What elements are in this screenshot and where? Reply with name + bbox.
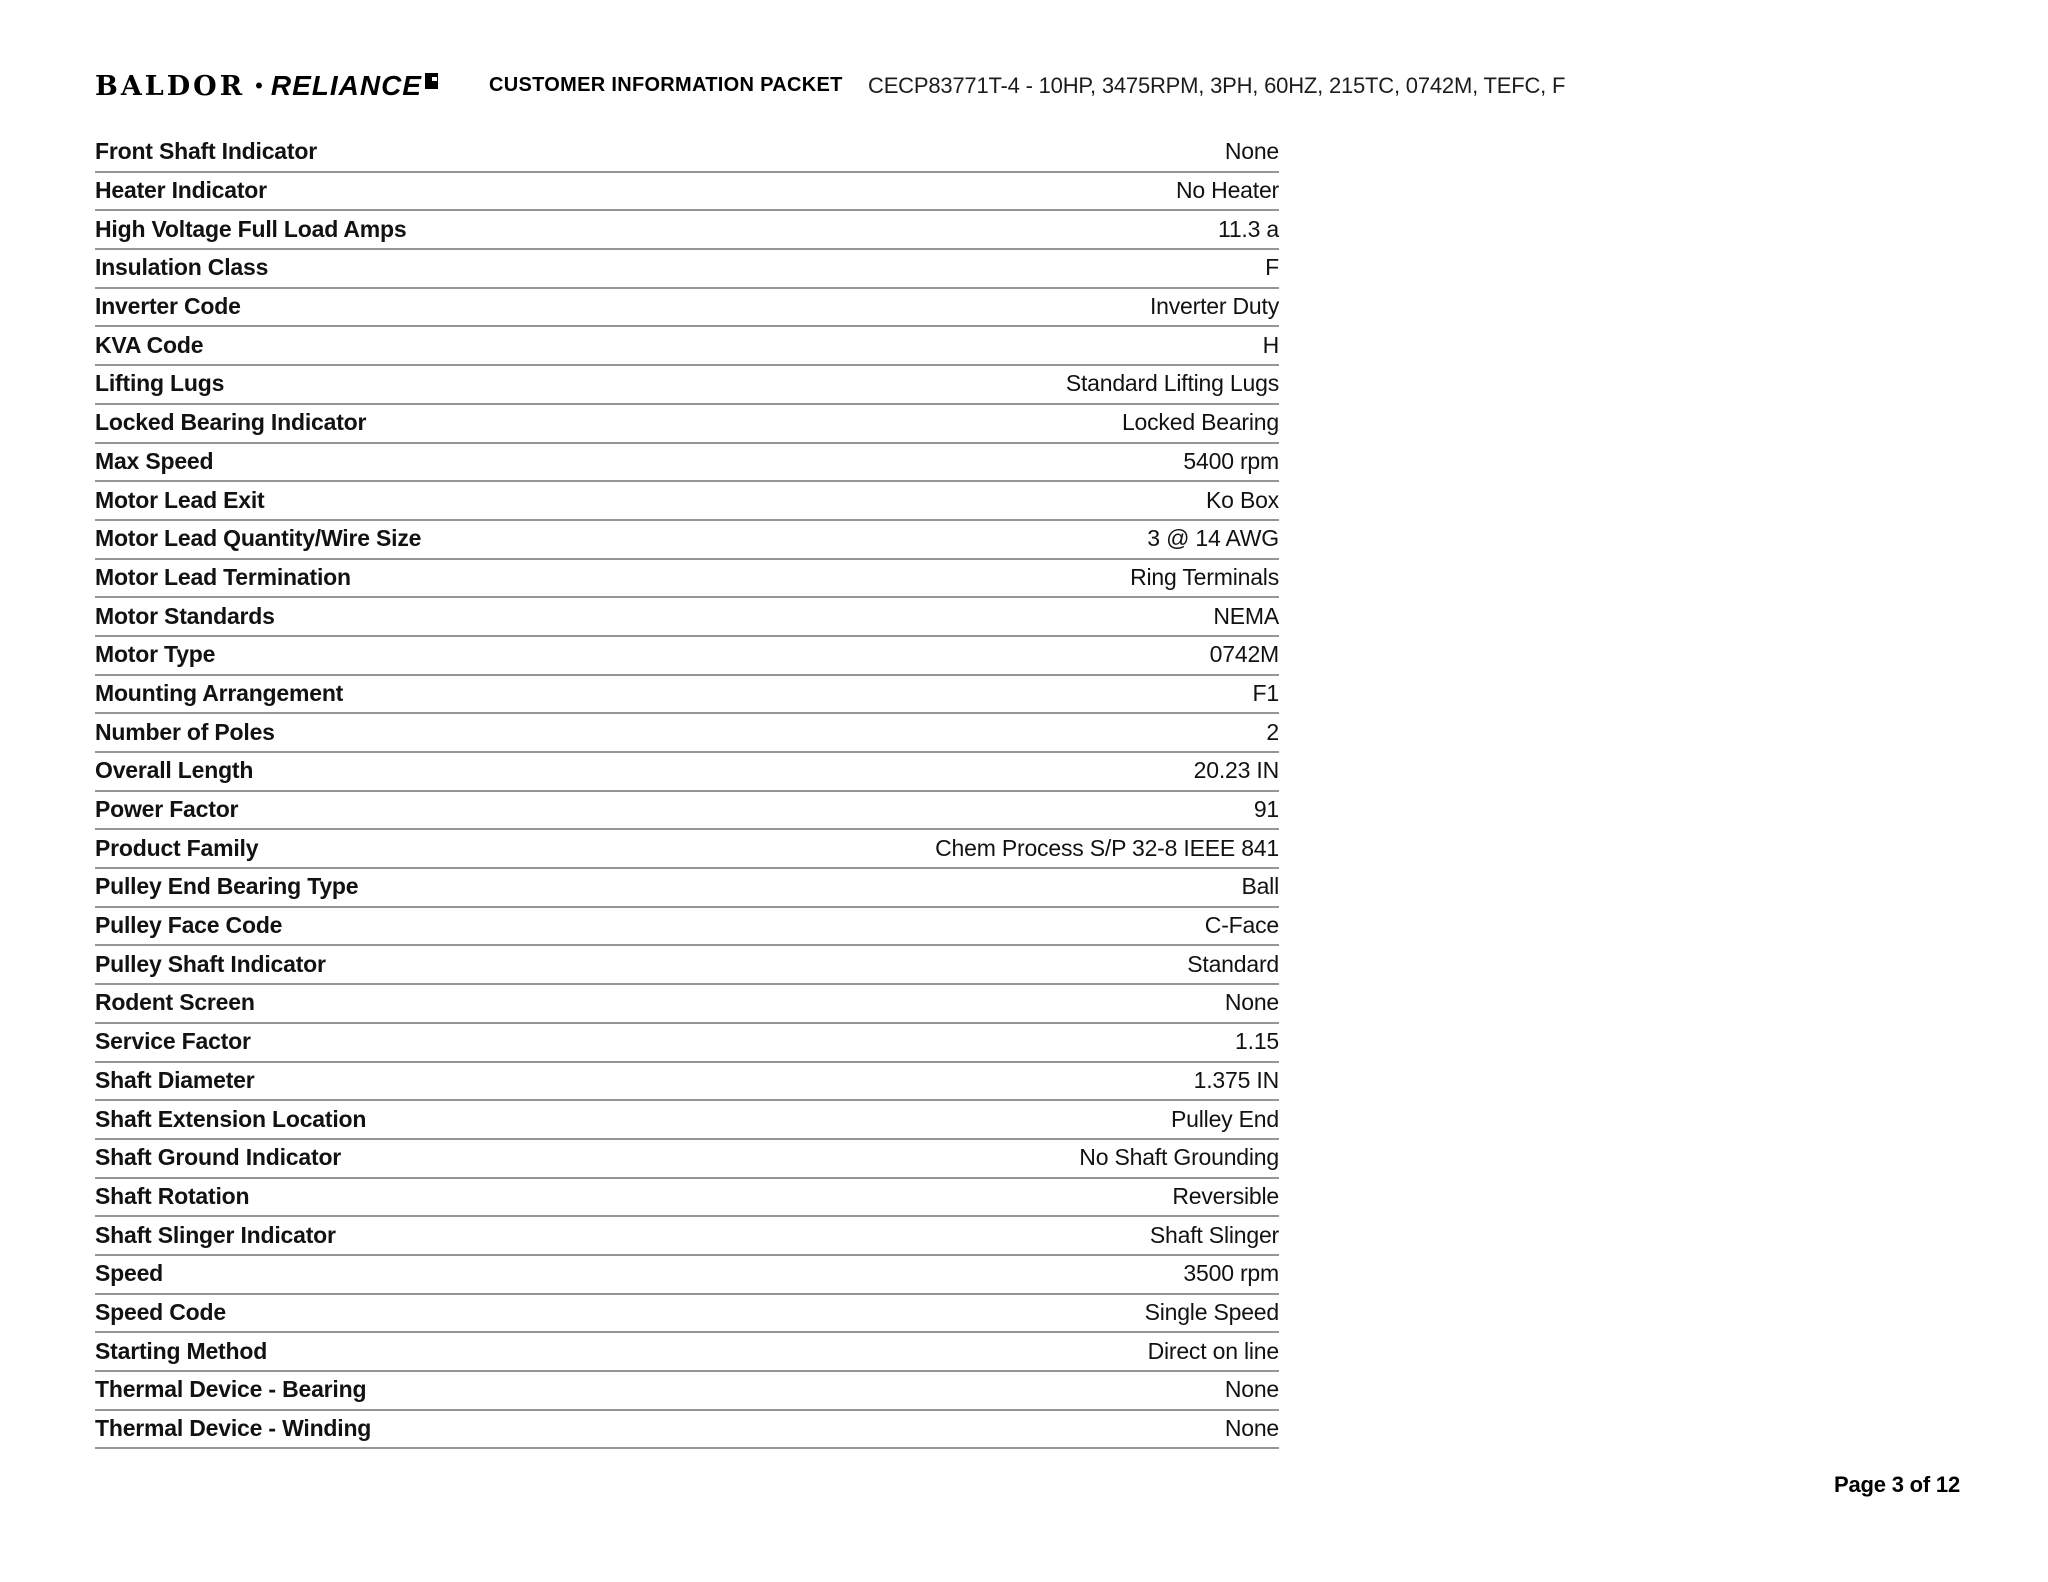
spec-value: 5400 rpm [1183,447,1279,474]
spec-value: No Shaft Grounding [1079,1144,1279,1171]
table-row [95,598,1279,637]
spec-label: Shaft Extension Location [95,1105,367,1132]
spec-label: Shaft Diameter [95,1066,255,1093]
page-number: Page 3 of 12 [1834,1472,1960,1497]
table-row [95,444,1279,483]
baldor-reliance-logo [95,70,438,102]
table-row [95,173,1279,212]
spec-label: Shaft Ground Indicator [95,1144,342,1171]
spec-label: Number of Poles [95,718,275,745]
table-row [95,250,1279,289]
table-row [95,869,1279,908]
table-row [95,560,1279,599]
spec-value: 91 [1253,796,1279,823]
spec-value: 0742M [1209,641,1279,668]
spec-label: Pulley Shaft Indicator [95,950,326,977]
spec-value: F [1265,254,1279,281]
spec-label: Inverter Code [95,293,241,320]
spec-label: Motor Lead Quantity/Wire Size [95,525,422,552]
table-row [95,830,1279,869]
spec-label: Speed Code [95,1298,226,1325]
spec-label: Service Factor [95,1028,251,1055]
spec-label: KVA Code [95,331,204,358]
packet-title: CUSTOMER INFORMATION PACKET [489,74,843,96]
logo-baldor-text: BALDOR [95,70,246,102]
table-row [95,366,1279,405]
spec-label: Motor Lead Termination [95,563,351,590]
table-row [95,1256,1279,1295]
spec-label: Pulley Face Code [95,912,283,939]
product-spec-line: CECP83771T-4 - 10HP, 3475RPM, 3PH, 60HZ, 215TC, 0742M, TEFC, F [868,73,1566,98]
spec-value: Ko Box [1206,486,1279,513]
spec-label: High Voltage Full Load Amps [95,215,407,242]
spec-value: Standard Lifting Lugs [1065,370,1279,397]
spec-label: Shaft Slinger Indicator [95,1221,336,1248]
table-row [95,1024,1279,1063]
table-row [95,1101,1279,1140]
table-row [95,1063,1279,1102]
table-row [95,521,1279,560]
spec-table [95,134,1279,1449]
spec-label: Thermal Device - Bearing [95,1376,367,1403]
spec-label: Overall Length [95,757,254,784]
spec-value: Direct on line [1147,1337,1279,1364]
spec-value: 2 [1266,718,1279,745]
table-row [95,1295,1279,1334]
spec-value: Locked Bearing [1121,409,1279,436]
spec-value: 20.23 IN [1193,757,1279,784]
spec-value: Pulley End [1171,1105,1279,1132]
spec-label: Front Shaft Indicator [95,138,317,165]
spec-value: Single Speed [1144,1298,1279,1325]
table-row [95,1179,1279,1218]
table-row [95,327,1279,366]
logo-dot-icon: • [255,73,263,98]
spec-label: Rodent Screen [95,989,255,1016]
table-row [95,482,1279,521]
spec-label: Heater Indicator [95,177,267,204]
spec-label: Product Family [95,834,259,861]
spec-value: Ring Terminals [1130,563,1279,590]
spec-label: Mounting Arrangement [95,679,344,706]
table-row [95,405,1279,444]
table-row [95,676,1279,715]
spec-label: Insulation Class [95,254,269,281]
spec-value: Inverter Duty [1149,293,1279,320]
spec-label: Power Factor [95,796,239,823]
spec-label: Motor Standards [95,602,275,629]
spec-value: Shaft Slinger [1149,1221,1279,1248]
spec-value: None [1224,1376,1279,1403]
table-row [95,1333,1279,1372]
spec-label: Locked Bearing Indicator [95,409,367,436]
spec-value: C-Face [1204,912,1279,939]
table-row [95,753,1279,792]
table-row [95,714,1279,753]
logo-reliance-text: RELIANCE [270,70,422,101]
table-row [95,1140,1279,1179]
table-row [95,211,1279,250]
spec-label: Starting Method [95,1337,268,1364]
table-row [95,637,1279,676]
spec-value: 1.375 IN [1193,1066,1279,1093]
spec-value: 3 @ 14 AWG [1147,525,1279,552]
spec-value: 11.3 a [1217,215,1279,242]
spec-value: None [1224,138,1279,165]
spec-value: 1.15 [1235,1028,1279,1055]
spec-label: Shaft Rotation [95,1182,250,1209]
table-row [95,985,1279,1024]
spec-value: Ball [1241,873,1279,900]
table-row [95,946,1279,985]
spec-value: Reversible [1172,1182,1279,1209]
spec-value: No Heater [1175,177,1279,204]
spec-value: Chem Process S/P 32-8 IEEE 841 [935,834,1279,861]
spec-label: Pulley End Bearing Type [95,873,359,900]
spec-value: NEMA [1213,602,1279,629]
spec-value: F1 [1252,679,1279,706]
spec-value: 3500 rpm [1183,1260,1279,1287]
registered-mark-icon [425,73,438,89]
spec-value: None [1224,1415,1279,1442]
table-row [95,1411,1279,1450]
spec-label: Speed [95,1260,164,1287]
spec-label: Max Speed [95,447,214,474]
table-row [95,289,1279,328]
table-row [95,792,1279,831]
table-row [95,908,1279,947]
table-row [95,1217,1279,1256]
spec-value: Standard [1187,950,1279,977]
spec-label: Thermal Device - Winding [95,1415,372,1442]
spec-value: None [1224,989,1279,1016]
spec-label: Motor Lead Exit [95,486,265,513]
spec-label: Motor Type [95,641,216,668]
table-row [95,134,1279,173]
table-row [95,1372,1279,1411]
spec-value: H [1262,331,1279,358]
spec-label: Lifting Lugs [95,370,225,397]
